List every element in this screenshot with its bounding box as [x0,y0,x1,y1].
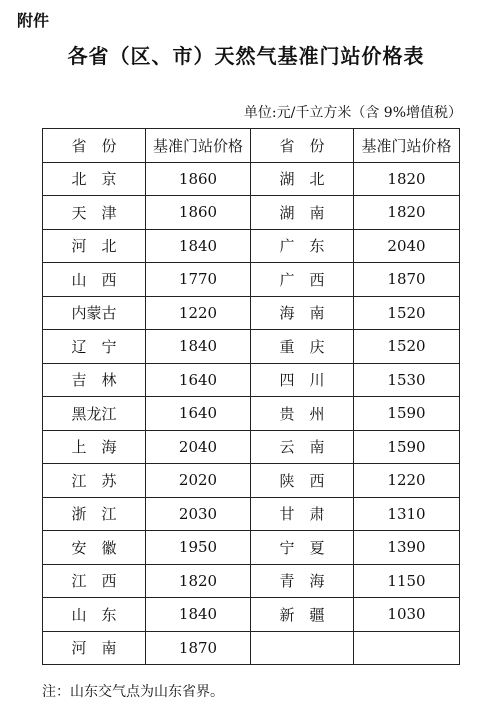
price-cell: 1390 [354,531,460,565]
province-cell: 辽 宁 [43,330,146,364]
price-cell: 1870 [146,631,251,665]
province-cell: 黑龙江 [43,397,146,431]
price-cell: 1860 [146,162,251,196]
page-title: 各省（区、市）天然气基准门站价格表 [67,44,425,68]
price-cell: 1870 [354,263,460,297]
price-cell [354,631,460,665]
price-cell: 1520 [354,330,460,364]
province-cell: 浙 江 [43,497,146,531]
attachment-label: 附件 [17,11,50,30]
province-cell [251,631,354,665]
price-cell: 1030 [354,598,460,632]
price-cell: 1590 [354,430,460,464]
province-cell: 安 徽 [43,531,146,565]
province-cell: 新 疆 [251,598,354,632]
price-cell: 1820 [354,196,460,230]
table-row [43,363,460,397]
province-cell: 云 南 [251,430,354,464]
price-cell: 2030 [146,497,251,531]
table-row [43,430,460,464]
province-cell: 北 京 [43,162,146,196]
table-row [43,397,460,431]
province-cell: 甘 肃 [251,497,354,531]
price-cell: 1640 [146,397,251,431]
table-row [43,296,460,330]
province-cell: 江 西 [43,564,146,598]
price-cell: 1150 [354,564,460,598]
province-cell: 上 海 [43,430,146,464]
footnote: 注：山东交气点为山东省界。 [42,684,224,700]
price-cell: 1590 [354,397,460,431]
table-row [43,229,460,263]
province-cell: 陕 西 [251,464,354,498]
province-cell: 江 苏 [43,464,146,498]
price-cell: 1220 [354,464,460,498]
table-row [43,196,460,230]
province-cell: 海 南 [251,296,354,330]
table-body [43,162,460,665]
table-row [43,631,460,665]
header-province-1: 省 份 [43,129,146,163]
province-cell: 四 川 [251,363,354,397]
price-cell: 1530 [354,363,460,397]
table-header-row [43,129,460,163]
price-cell: 1220 [146,296,251,330]
province-cell: 河 南 [43,631,146,665]
unit-note: 单位:元/千立方米（含 9%增值税） [243,105,462,121]
province-cell: 吉 林 [43,363,146,397]
price-cell: 1820 [354,162,460,196]
province-cell: 山 西 [43,263,146,297]
table-row [43,497,460,531]
table-row [43,464,460,498]
price-cell: 2040 [354,229,460,263]
price-cell: 1640 [146,363,251,397]
province-cell: 广 东 [251,229,354,263]
table-row [43,330,460,364]
header-price-2: 基准门站价格 [354,129,460,163]
table-row [43,531,460,565]
price-cell: 1840 [146,598,251,632]
province-cell: 湖 南 [251,196,354,230]
province-cell: 内蒙古 [43,296,146,330]
province-cell: 山 东 [43,598,146,632]
province-cell: 宁 夏 [251,531,354,565]
province-cell: 重 庆 [251,330,354,364]
price-cell: 1520 [354,296,460,330]
table-row [43,598,460,632]
province-cell: 湖 北 [251,162,354,196]
table-row [43,564,460,598]
price-cell: 1840 [146,330,251,364]
province-cell: 广 西 [251,263,354,297]
price-cell: 1770 [146,263,251,297]
province-cell: 天 津 [43,196,146,230]
price-table [42,128,460,665]
header-province-2: 省 份 [251,129,354,163]
price-cell: 1820 [146,564,251,598]
price-cell: 2040 [146,430,251,464]
table-row [43,162,460,196]
province-cell: 青 海 [251,564,354,598]
header-price-1: 基准门站价格 [146,129,251,163]
price-cell: 1840 [146,229,251,263]
price-cell: 1310 [354,497,460,531]
table-row [43,263,460,297]
price-cell: 2020 [146,464,251,498]
price-cell: 1860 [146,196,251,230]
province-cell: 贵 州 [251,397,354,431]
price-cell: 1950 [146,531,251,565]
province-cell: 河 北 [43,229,146,263]
